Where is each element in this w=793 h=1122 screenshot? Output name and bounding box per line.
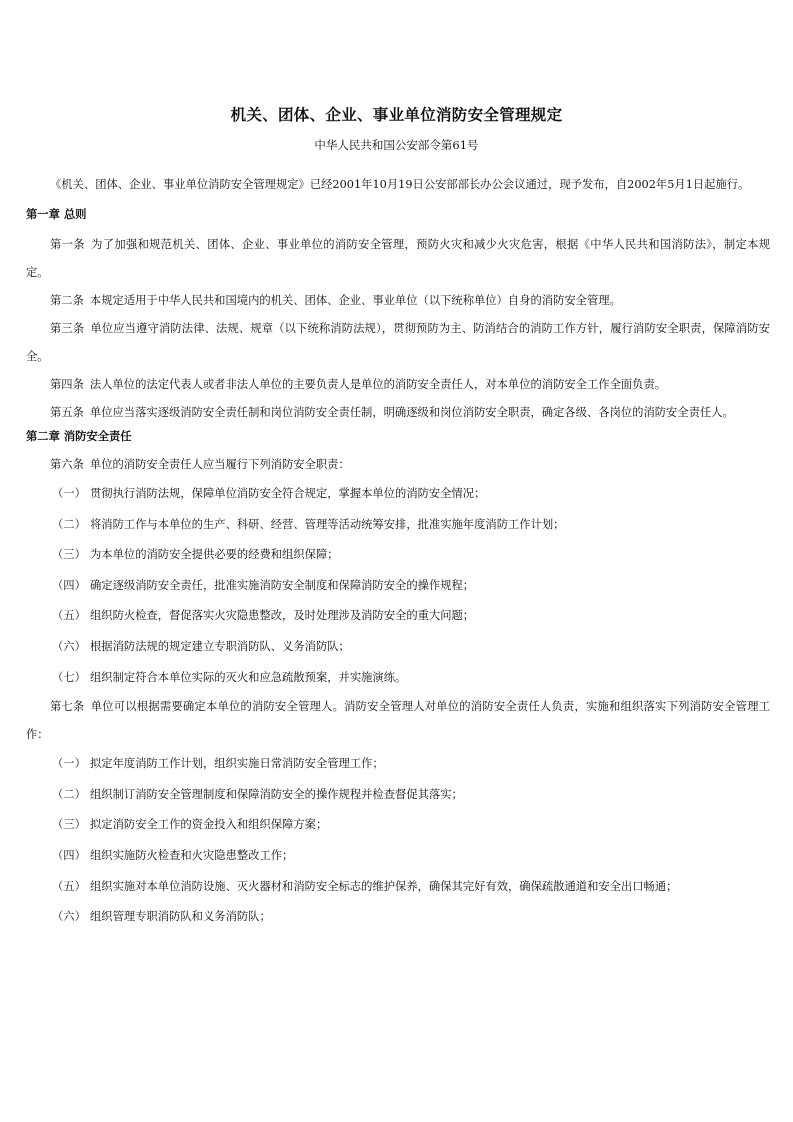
article-text: 单位的消防安全责任人应当履行下列消防安全职责： — [89, 458, 350, 471]
item-number: （四） — [52, 578, 86, 592]
article-label: 第一条 — [50, 238, 85, 251]
article-7 — [26, 693, 770, 749]
item-text: 组织防火检查，督促落实火灾隐患整改，及时处理涉及消防安全的重大问题； — [90, 609, 475, 623]
item-text: 确定逐级消防安全责任，批准实施消防安全制度和保障消防安全的操作规程； — [90, 578, 475, 592]
item-text: 组织制定符合本单位实际的灭火和应急疏散预案，并实施演练。 — [90, 670, 407, 684]
article-text: 法人单位的法定代表人或者非法人单位的主要负责人是单位的消防安全责任人，对本单位的消防安全工作全面负责。 — [89, 378, 667, 391]
list-item — [26, 632, 770, 663]
list-item — [26, 872, 770, 903]
document-title: 机关、团体、企业、事业单位消防安全管理规定 — [230, 106, 563, 124]
item-text: 拟定年度消防工作计划，组织实施日常消防安全管理工作； — [90, 757, 384, 771]
intro-paragraph: 《机关、团体、企业、事业单位消防安全管理规定》已经2001年10月19日公安部部长办公会议通过，现予发布，自2002年5月1日起施行。 — [50, 178, 750, 191]
article-label: 第二条 — [50, 294, 84, 307]
list-item — [26, 571, 770, 602]
article-6 — [26, 451, 770, 479]
list-item — [26, 663, 770, 694]
list-item — [26, 841, 770, 872]
article-text: 单位应当落实逐级消防安全责任制和岗位消防安全责任制，明确逐级和岗位消防安全职责，确定各级、各岗位的消防安全责任人。 — [89, 406, 734, 419]
list-item — [26, 902, 770, 933]
list-item — [26, 510, 770, 541]
article-1 — [26, 231, 770, 287]
item-number: （五） — [52, 879, 86, 893]
article-text: 为了加强和规范机关、团体、企业、事业单位的消防安全管理，预防火灾和减少火灾危害，根据《中华人民共和国消防法》，制定本规定。 — [26, 238, 770, 279]
document-body — [26, 173, 770, 933]
item-text: 根据消防法规的规定建立专职消防队、义务消防队； — [90, 639, 350, 653]
item-number: （三） — [52, 818, 86, 832]
item-text: 组织管理专职消防队和义务消防队； — [90, 910, 271, 924]
article-label: 第三条 — [50, 322, 85, 335]
article-label: 第五条 — [50, 406, 84, 419]
item-number: （六） — [52, 910, 86, 924]
list-item — [26, 749, 770, 780]
article-label: 第七条 — [50, 700, 85, 714]
list-item — [26, 780, 770, 811]
article-5 — [26, 399, 770, 427]
article-label: 第四条 — [50, 378, 84, 391]
article-label: 第六条 — [50, 458, 84, 471]
item-number: （四） — [52, 848, 86, 862]
item-number: （一） — [52, 757, 86, 771]
article-text: 本规定适用于中华人民共和国境内的机关、团体、企业、事业单位（以下统称单位）自身的消防安全管理。 — [89, 294, 621, 307]
item-number: （二） — [52, 517, 86, 531]
item-text: 贯彻执行消防法规，保障单位消防安全符合规定，掌握本单位的消防安全情况； — [90, 487, 486, 500]
item-number: （二） — [52, 787, 86, 801]
list-item — [26, 601, 770, 632]
item-number: （七） — [52, 670, 86, 684]
item-text: 为本单位的消防安全提供必要的经费和组织保障； — [90, 548, 339, 562]
item-number: （一） — [52, 487, 86, 500]
list-item — [26, 540, 770, 571]
item-text: 组织实施防火检查和火灾隐患整改工作； — [90, 848, 294, 862]
item-text: 拟定消防安全工作的资金投入和组织保障方案； — [90, 818, 328, 832]
article-text: 单位应当遵守消防法律、法规、规章（以下统称消防法规），贯彻预防为主、防消结合的消防工作方针，履行消防安全职责，保障消防安全。 — [26, 322, 770, 363]
chapter-1-heading: 第一章 总则 — [26, 208, 87, 221]
article-4 — [26, 371, 770, 399]
item-number: （三） — [52, 548, 86, 562]
item-text: 将消防工作与本单位的生产、科研、经营、管理等活动统筹安排，批准实施年度消防工作计划； — [90, 517, 565, 531]
item-number: （五） — [52, 609, 86, 623]
list-item — [26, 810, 770, 841]
item-number: （六） — [52, 639, 86, 653]
document-subtitle: 中华人民共和国公安部令第61号 — [314, 138, 479, 152]
item-text: 组织实施对本单位消防设施、灭火器材和消防安全标志的维护保养，确保其完好有效，确保疏散通道和安全出口畅通； — [90, 879, 678, 893]
item-text: 组织制订消防安全管理制度和保障消防安全的操作规程并检查督促其落实； — [90, 787, 463, 801]
list-item — [26, 479, 770, 510]
chapter-2-heading: 第二章 消防安全责任 — [26, 430, 132, 443]
article-3 — [26, 315, 770, 371]
article-text: 单位可以根据需要确定本单位的消防安全管理人。消防安全管理人对单位的消防安全责任人负责，实施和组织落实下列消防安全管理工作： — [26, 700, 770, 742]
article-2 — [26, 287, 770, 315]
